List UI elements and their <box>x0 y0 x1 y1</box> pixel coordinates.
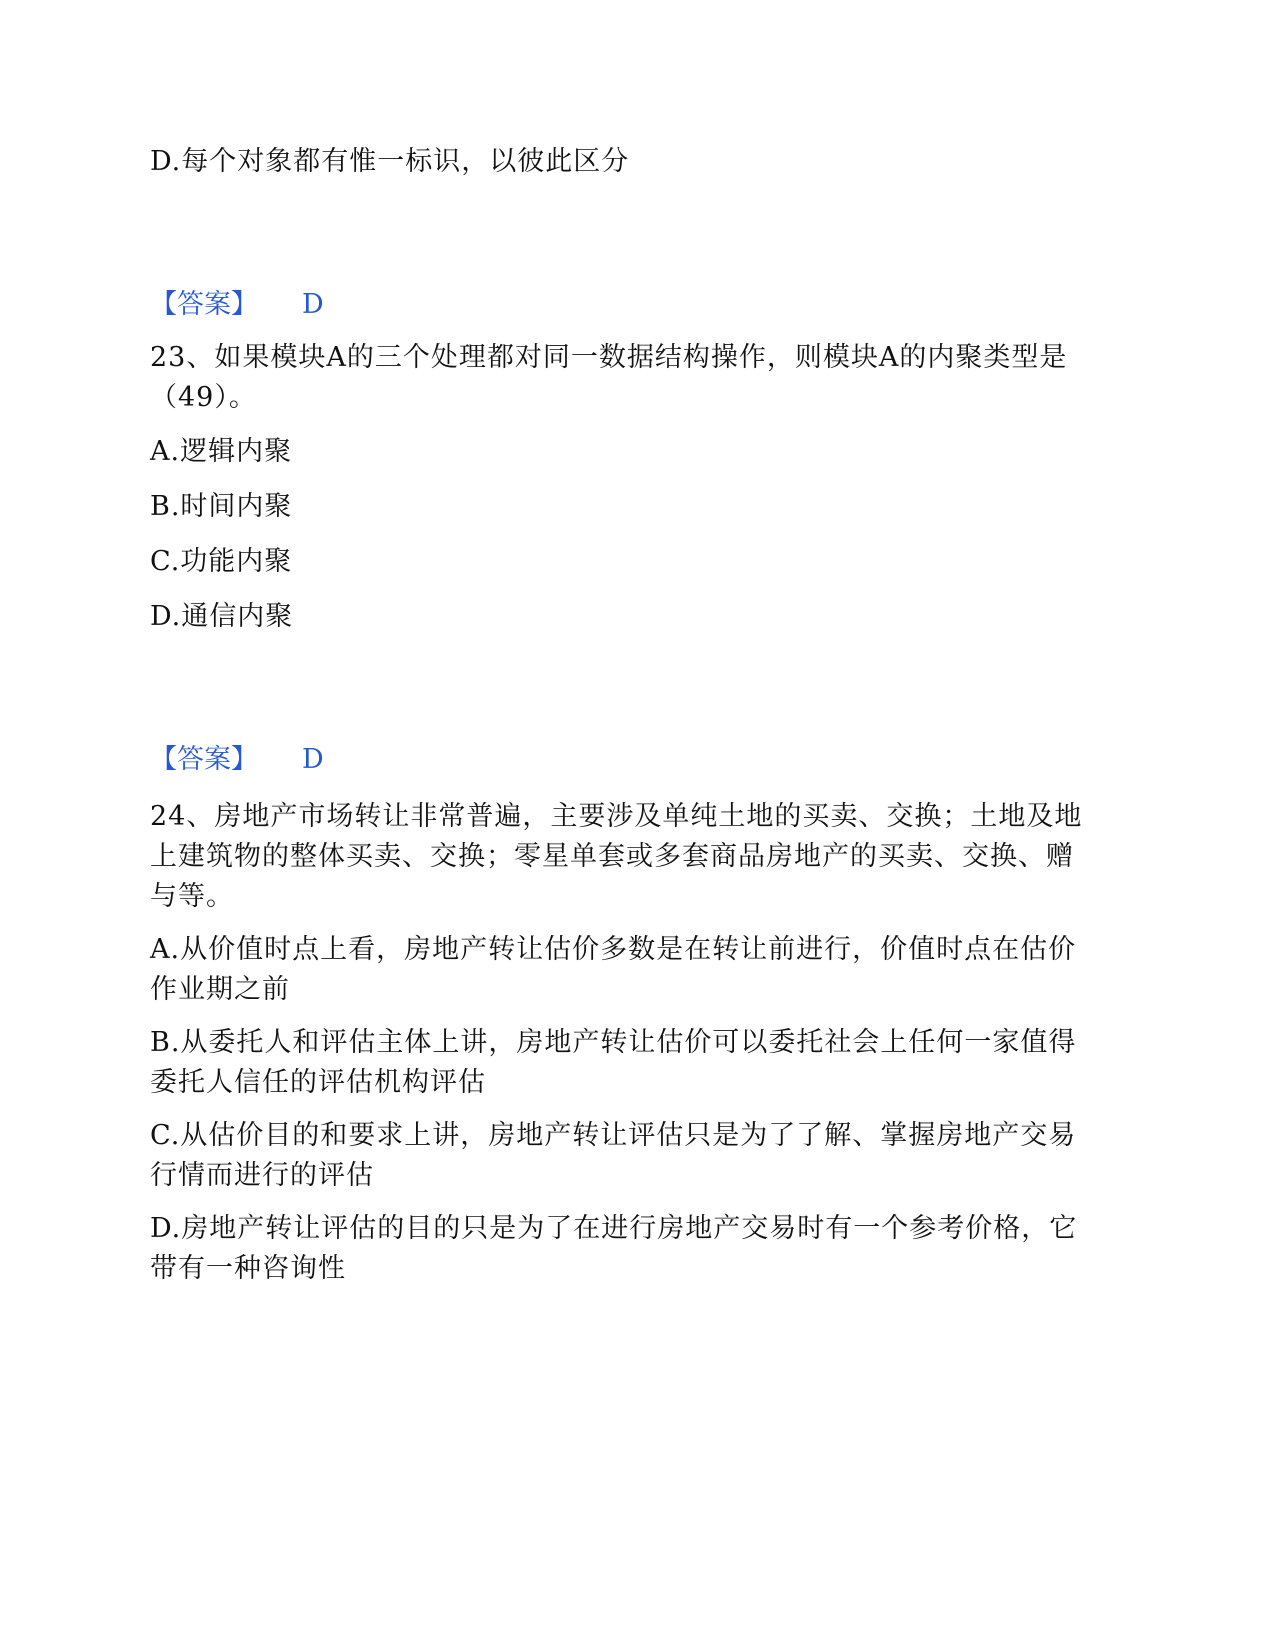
q23-answer <box>150 740 324 780</box>
answer-label: 【答案】 <box>150 744 258 775</box>
q23-stem-line1: 23、如果模块A的三个处理都对同一数据结构操作，则模块A的内聚类型是 <box>150 342 1068 373</box>
q24-option-a-line2: 作业期之前 <box>150 974 290 1005</box>
q23-option-c: C.功能内聚 <box>150 546 293 577</box>
q24-option-b-line1: B.从委托人和评估主体上讲，房地产转让估价可以委托社会上任何一家值得 <box>150 1027 1077 1058</box>
q23-option-d: D.通信内聚 <box>150 601 294 632</box>
q24-stem-line3: 与等。 <box>150 881 234 912</box>
q23-option-a: A.逻辑内聚 <box>150 436 293 467</box>
q24-stem-line2: 上建筑物的整体买卖、交换；零星单套或多套商品房地产的买卖、交换、赠 <box>150 841 1074 872</box>
q24-option-d-line2: 带有一种咨询性 <box>150 1253 346 1284</box>
q24-option-c-line1: C.从估价目的和要求上讲，房地产转让评估只是为了了解、掌握房地产交易 <box>150 1120 1077 1151</box>
q22-answer <box>150 285 324 325</box>
answer-label: 【答案】 <box>150 289 258 320</box>
answer-value: D <box>302 289 324 320</box>
q24-stem-line1: 24、房地产市场转让非常普遍，主要涉及单纯土地的买卖、交换；土地及地 <box>150 801 1083 832</box>
q23-option-b: B.时间内聚 <box>150 491 293 522</box>
q24-option-b-line2: 委托人信任的评估机构评估 <box>150 1067 486 1098</box>
q24-option-a-line1: A.从价值时点上看，房地产转让估价多数是在转让前进行，价值时点在估价 <box>150 934 1077 965</box>
answer-value: D <box>302 744 324 775</box>
q24-option-c-line2: 行情而进行的评估 <box>150 1160 374 1191</box>
q24-option-d-line1: D.房地产转让评估的目的只是为了在进行房地产交易时有一个参考价格，它 <box>150 1213 1078 1244</box>
q22-option-d: D.每个对象都有惟一标识，以彼此区分 <box>150 146 630 177</box>
q23-stem-line2: （49）。 <box>150 382 257 413</box>
